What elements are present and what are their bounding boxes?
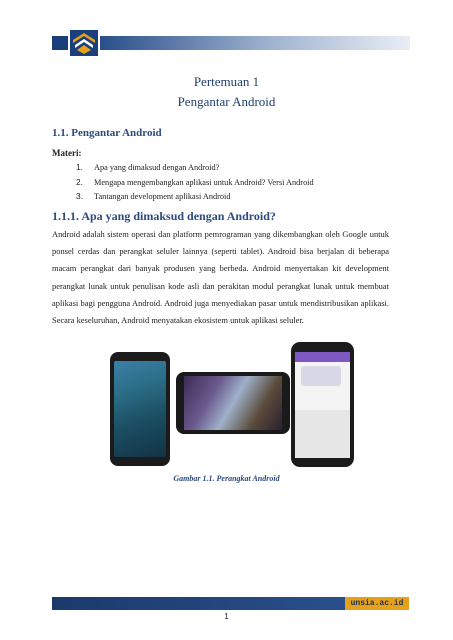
footer-bar xyxy=(52,597,345,610)
body-paragraph: Android adalah sistem operasi dan platform pemrograman yang dikembangkan oleh Google untuk ponsel cerdas dan perangkat seluler lainnya (seperti tablet). Android bisa berjalan di beberapa macam perangkat dari banyak produsen yang berbeda. Android menyertakan kit development perangkat lunak untuk penulisan kode asli dan perakitan modul perangkat lunak untuk membuat aplikasi bagi pengguna Android. Android juga menyediakan pasar untuk mendistribusikan aplikasi. Secara keseluruhan, Android menyatakan ekosistem untuk aplikasi seluler. xyxy=(52,229,389,326)
list-item xyxy=(60,191,314,206)
header-gradient-bar xyxy=(100,36,410,50)
page-subtitle: Pengantar Android xyxy=(177,94,276,109)
app-bar xyxy=(295,352,350,362)
figure-caption: Gambar 1.1. Perangkat Android xyxy=(173,474,280,483)
list-text: Apa yang dimaksud dengan Android? xyxy=(94,163,220,172)
phone-screen xyxy=(184,376,282,430)
list-number: 2. xyxy=(76,176,83,187)
phone-image-portrait xyxy=(110,352,170,466)
message-bubble xyxy=(301,366,341,386)
university-logo-icon xyxy=(70,30,98,56)
phone-screen xyxy=(295,352,350,458)
list-number: 1. xyxy=(76,162,83,172)
phone-image-landscape xyxy=(176,372,290,434)
logo-square xyxy=(52,36,68,50)
list-item xyxy=(60,162,314,177)
list-text: Mengapa mengembangkan aplikasi untuk Android? Versi Android xyxy=(94,177,314,187)
list-item xyxy=(60,177,314,192)
phone-image-messaging xyxy=(291,342,354,467)
materi-label: Materi: xyxy=(52,148,82,158)
list-number: 3. xyxy=(76,191,83,201)
list-text: Tantangan development aplikasi Android xyxy=(94,192,231,201)
subsection-heading: 1.1.1. Apa yang dimaksud dengan Android? xyxy=(52,209,276,223)
footer-site-label: unsia.ac.id xyxy=(345,597,409,610)
materi-list xyxy=(60,162,314,206)
page-header xyxy=(0,0,453,75)
page-number: 1 xyxy=(224,612,229,621)
emoji-keyboard xyxy=(295,410,350,458)
phone-screen xyxy=(114,361,166,457)
page-title: Pertemuan 1 xyxy=(193,74,260,89)
section-heading: 1.1. Pengantar Android xyxy=(52,127,162,139)
